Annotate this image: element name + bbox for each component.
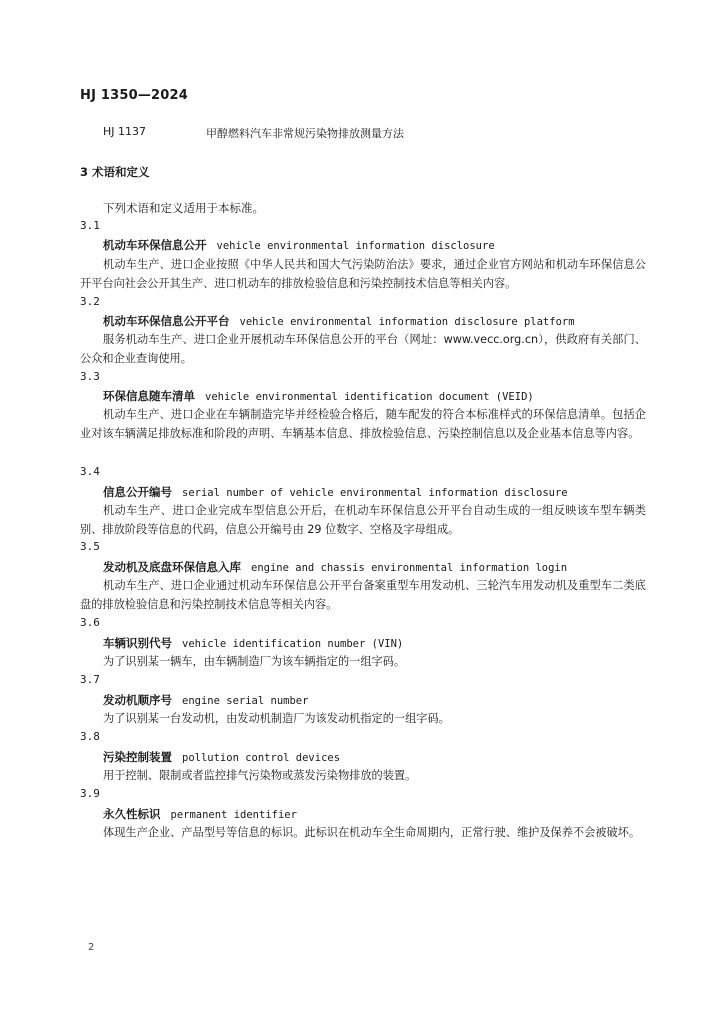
standard-number-header: HJ 1350—2024 [80,88,189,103]
term-chinese: 发动机及底盘环保信息入库 [103,560,241,574]
term-english: serial number of vehicle environmental information disclosure [182,487,568,499]
term-number: 3.8 [80,730,100,743]
term-english: vehicle identification number (VIN) [182,638,404,650]
term-chinese: 污染控制装置 [103,750,172,764]
term-definition: 体现生产企业、产品型号等信息的标识。此标识在机动车全生命周期内，正常行驶、维护及保养不会被破坏。 [103,826,641,839]
term-heading [103,484,568,500]
term-chinese: 信息公开编号 [103,485,172,499]
term-number: 3.1 [80,219,100,232]
section-intro: 下列术语和定义适用于本标准。 [103,201,264,215]
term-definition: 用于控制、限制或者监控排气污染物或蒸发污染物排放的装置。 [103,769,417,782]
term-chinese: 发动机顺序号 [103,693,172,707]
term-english: engine serial number [182,695,309,707]
term-definition: 为了识别某一台发动机，由发动机制造厂为该发动机指定的一组字码。 [103,712,450,725]
section-title: 3 术语和定义 [80,165,150,179]
term-chinese: 车辆识别代号 [103,636,172,650]
term-english: permanent identifier [170,809,297,821]
term-number: 3.7 [80,673,100,686]
term-chinese: 机动车环保信息公开平台 [103,314,230,328]
term-number: 3.6 [80,616,100,629]
term-english: vehicle environmental information disclosure [216,240,495,252]
term-definition: 为了识别某一辆车，由车辆制造厂为该车辆指定的一组字码。 [103,655,406,668]
term-definition: 机动车生产、进口企业在车辆制造完毕并经检验合格后，随车配发的符合本标准样式的环保信息清单。包括企业对该车辆满足排放标准和阶段的声明、车辆基本信息、排放检验信息、污染控制信息以及企业基本信息等内容。 [80,408,646,440]
term-definition: 机动车生产、进口企业完成车型信息公开后，在机动车环保信息公开平台自动生成的一组反映该车型车辆类别、排放阶段等信息的代码，信息公开编号由 29 位数字、空格及字母组成。 [80,504,646,536]
term-heading [103,692,308,708]
term-heading [103,559,567,575]
term-definition: 服务机动车生产、进口企业开展机动车环保信息公开的平台（网址：www.vecc.org.cn），供政府有关部门、公众和企业查询使用。 [80,333,646,365]
term-number: 3.9 [80,787,100,800]
term-number: 3.4 [80,465,100,478]
reference-title: 甲醇燃料汽车非常规污染物排放测量方法 [206,127,404,140]
term-english: vehicle environmental information disclosure platform [239,316,575,328]
term-number: 3.2 [80,295,100,308]
term-english: pollution control devices [182,752,341,764]
term-english: vehicle environmental identification document (VEID) [205,391,534,403]
term-chinese: 机动车环保信息公开 [103,238,207,252]
term-heading [103,806,297,822]
term-english: engine and chassis environmental information login [251,562,568,574]
term-heading [103,388,534,404]
term-heading [103,313,575,329]
term-number: 3.5 [80,540,100,553]
page-number: 2 [88,942,95,953]
term-heading [103,749,340,765]
term-heading [103,237,495,253]
term-definition: 机动车生产、进口企业通过机动车环保信息公开平台备案重型车用发动机、三轮汽车用发动机及重型车二类底盘的排放检验信息和污染控制技术信息等相关内容。 [80,579,646,611]
term-number: 3.3 [80,370,100,383]
term-definition: 机动车生产、进口企业按照《中华人民共和国大气污染防治法》要求，通过企业官方网站和机动车环保信息公开平台向社会公开其生产、进口机动车的排放检验信息和污染控制技术信息等相关内容。 [80,258,646,290]
term-chinese: 永久性标识 [103,807,161,821]
term-chinese: 环保信息随车清单 [103,389,195,403]
reference-code: HJ 1137 [103,125,147,138]
term-heading [103,635,403,651]
